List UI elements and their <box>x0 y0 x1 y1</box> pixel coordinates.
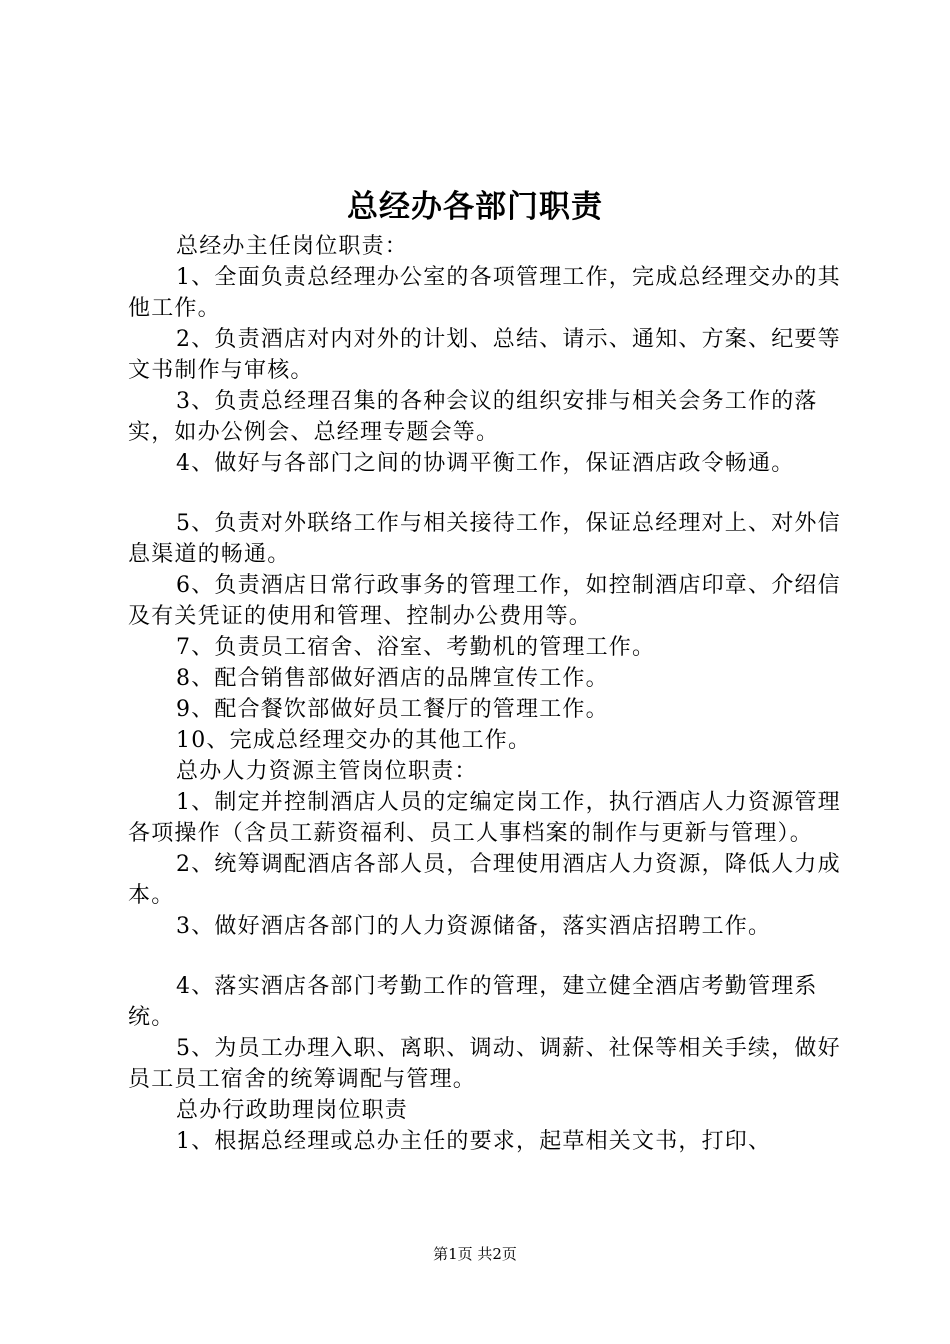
document-title: 总经办各部门职责 <box>347 189 603 225</box>
paragraph: 8、配合销售部做好酒店的品牌宣传工作。 <box>176 666 609 691</box>
section-heading-admin-assistant: 总办行政助理岗位职责 <box>176 1098 409 1123</box>
paragraph: 4、落实酒店各部门考勤工作的管理，建立健全酒店考勤管理系统。 <box>128 974 818 1030</box>
paragraph: 2、负责酒店对内对外的计划、总结、请示、通知、方案、纪要等文书制作与审核。 <box>128 327 841 383</box>
paragraph: 9、配合餐饮部做好员工餐厅的管理工作。 <box>176 697 609 722</box>
paragraph: 3、负责总经理召集的各种会议的组织安排与相关会务工作的落实，如办公例会、总经理专题会等。 <box>128 389 818 445</box>
paragraph: 2、统筹调配酒店各部人员，合理使用酒店人力资源，降低人力成本。 <box>128 852 841 908</box>
paragraph: 5、负责对外联络工作与相关接待工作，保证总经理对上、对外信息渠道的畅通。 <box>128 511 841 567</box>
paragraph: 10、完成总经理交办的其他工作。 <box>176 728 532 753</box>
paragraph: 1、制定并控制酒店人员的定编定岗工作，执行酒店人力资源管理各项操作（含员工薪资福利、员工人事档案的制作与更新与管理）。 <box>128 790 841 846</box>
paragraph: 7、负责员工宿舍、浴室、考勤机的管理工作。 <box>176 635 656 660</box>
paragraph: 6、负责酒店日常行政事务的管理工作，如控制酒店印章、介绍信及有关凭证的使用和管理、控制办公费用等。 <box>128 573 841 629</box>
paragraph: 3、做好酒店各部门的人力资源储备，落实酒店招聘工作。 <box>176 914 772 939</box>
paragraph: 1、全面负责总经理办公室的各项管理工作，完成总经理交办的其他工作。 <box>128 265 841 321</box>
paragraph: 4、做好与各部门之间的协调平衡工作，保证酒店政令畅通。 <box>176 451 795 476</box>
document-body <box>128 231 848 1157</box>
paragraph-gap <box>128 942 848 971</box>
paragraph: 1、根据总经理或总办主任的要求，起草相关文书，打印、 <box>176 1129 772 1154</box>
paragraph-gap <box>128 479 848 508</box>
page-number-footer: 第1页 共2页 <box>433 1245 517 1263</box>
paragraph: 5、为员工办理入职、离职、调动、调薪、社保等相关手续，做好员工员工宿舍的统筹调配与管理。 <box>128 1036 841 1092</box>
section-heading-director: 总经办主任岗位职责： <box>176 234 409 259</box>
section-heading-hr: 总办人力资源主管岗位职责： <box>176 759 478 784</box>
